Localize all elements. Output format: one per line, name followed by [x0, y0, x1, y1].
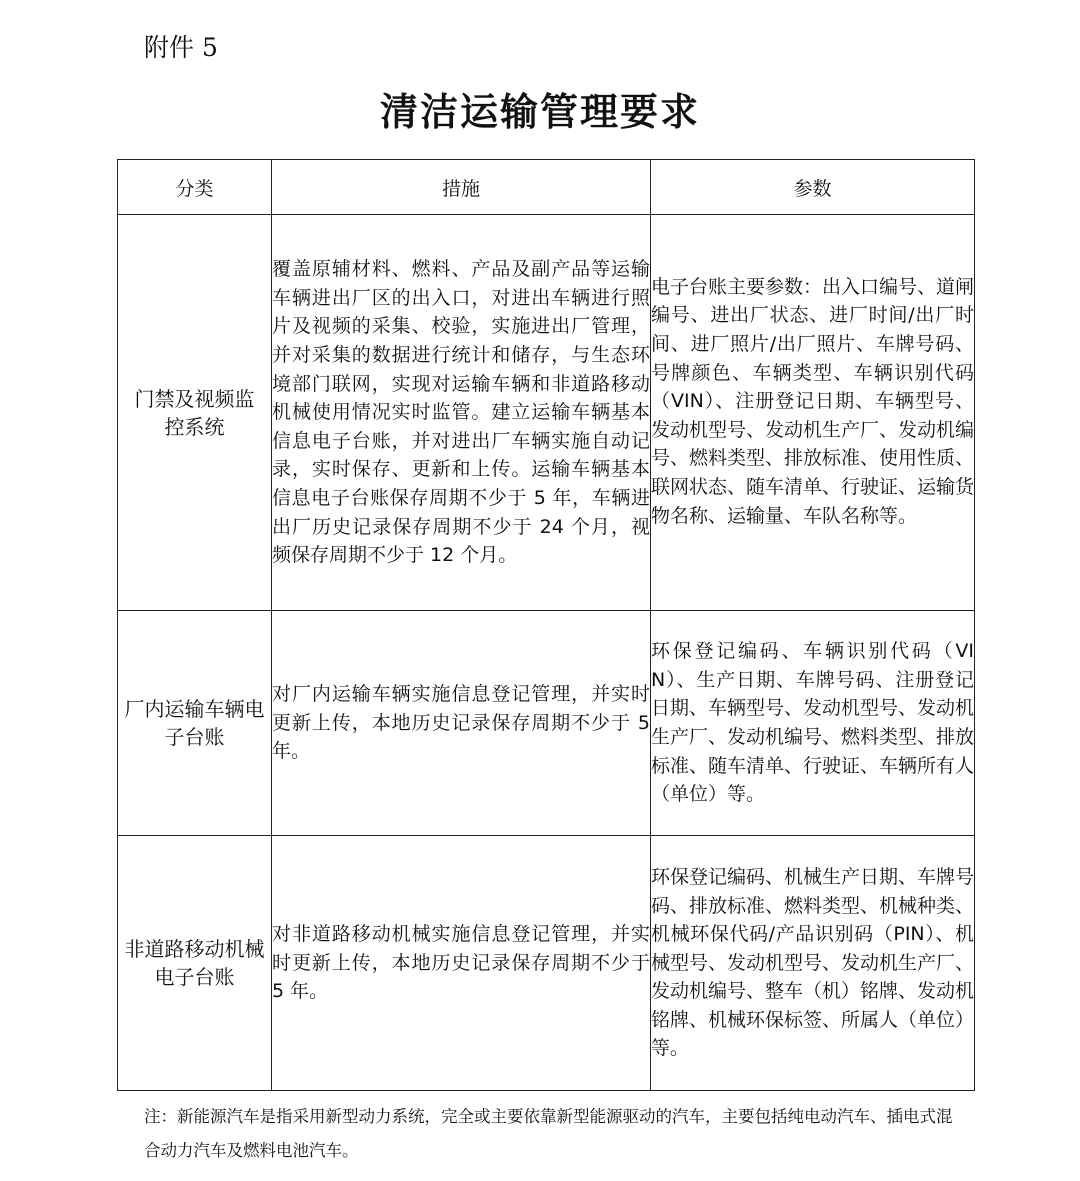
category-cell — [118, 611, 272, 836]
parameters-cell — [651, 215, 975, 611]
parameters-text: 电子台账主要参数：出入口编号、道闸编号、进出厂状态、进厂时间/出厂时间、进厂照片/出厂照片、车牌号码、号牌颜色、车辆类型、车辆识别代码（VIN）、注册登记日期、车辆型号、发动机型号、发动机生产厂、发动机编号、燃料类型、排放标准、使用性质、联网状态、随车清单、行驶证、运输货物名称、运输量、车队名称等。 — [651, 275, 975, 527]
table-row — [118, 215, 975, 611]
footnote: 注：新能源汽车是指采用新型动力系统，完全或主要依靠新型能源驱动的汽车，主要包括纯电动汽车、插电式混合动力汽车及燃料电池汽车。 — [144, 1107, 953, 1160]
measure-cell — [272, 215, 651, 611]
table-row — [118, 611, 975, 836]
parameters-cell — [651, 611, 975, 836]
parameters-cell — [651, 836, 975, 1091]
measure-text: 对非道路移动机械实施信息登记管理，并实时更新上传，本地历史记录保存周期不少于 5 年。 — [272, 923, 650, 1003]
category-text: 非道路移动机械电子台账 — [124, 937, 265, 989]
parameters-text: 环保登记编码、车辆识别代码（VIN）、生产日期、车牌号码、注册登记日期、车辆型号、发动机型号、发动机生产厂、发动机编号、燃料类型、排放标准、随车清单、行驶证、车辆所有人（单位）等。 — [651, 640, 975, 806]
measure-cell — [272, 611, 651, 836]
category-cell — [118, 215, 272, 611]
measure-text: 覆盖原辅材料、燃料、产品及副产品等运输车辆进出厂区的出入口，对进出车辆进行照片及视频的采集、校验，实施进出厂管理，并对采集的数据进行统计和储存，与生态环境部门联网，实现对运输车辆和非道路移动机械使用情况实时监管。建立运输车辆基本信息电子台账，并对进出厂车辆实施自动记录，实时保存、更新和上传。运输车辆基本信息电子台账保存周期不少于 5 年，车辆进出厂历史记录保存周期不少于 24 个月，视频保存周期不少于 12 个月。 — [272, 258, 650, 567]
column-header-parameters: 参数 — [651, 160, 975, 215]
requirements-table — [117, 159, 975, 1091]
column-header-category: 分类 — [118, 160, 272, 215]
document-title: 清洁运输管理要求 — [379, 89, 700, 134]
table-row — [118, 836, 975, 1091]
category-text: 厂内运输车辆电子台账 — [124, 697, 265, 749]
measure-cell — [272, 836, 651, 1091]
column-header-measure: 措施 — [272, 160, 651, 215]
table-header-row — [118, 160, 975, 215]
parameters-text: 环保登记编码、机械生产日期、车牌号码、排放标准、燃料类型、机械种类、机械环保代码/产品识别码（PIN）、机械型号、发动机型号、发动机生产厂、发动机编号、整车（机）铭牌、发动机铭牌、机械环保标签、所属人（单位）等。 — [651, 865, 975, 1060]
measure-text: 对厂内运输车辆实施信息登记管理，并实时更新上传，本地历史记录保存周期不少于 5 年。 — [272, 683, 650, 763]
category-text: 门禁及视频监控系统 — [134, 386, 255, 439]
category-cell — [118, 836, 272, 1091]
attachment-label: 附件 5 — [144, 33, 218, 62]
